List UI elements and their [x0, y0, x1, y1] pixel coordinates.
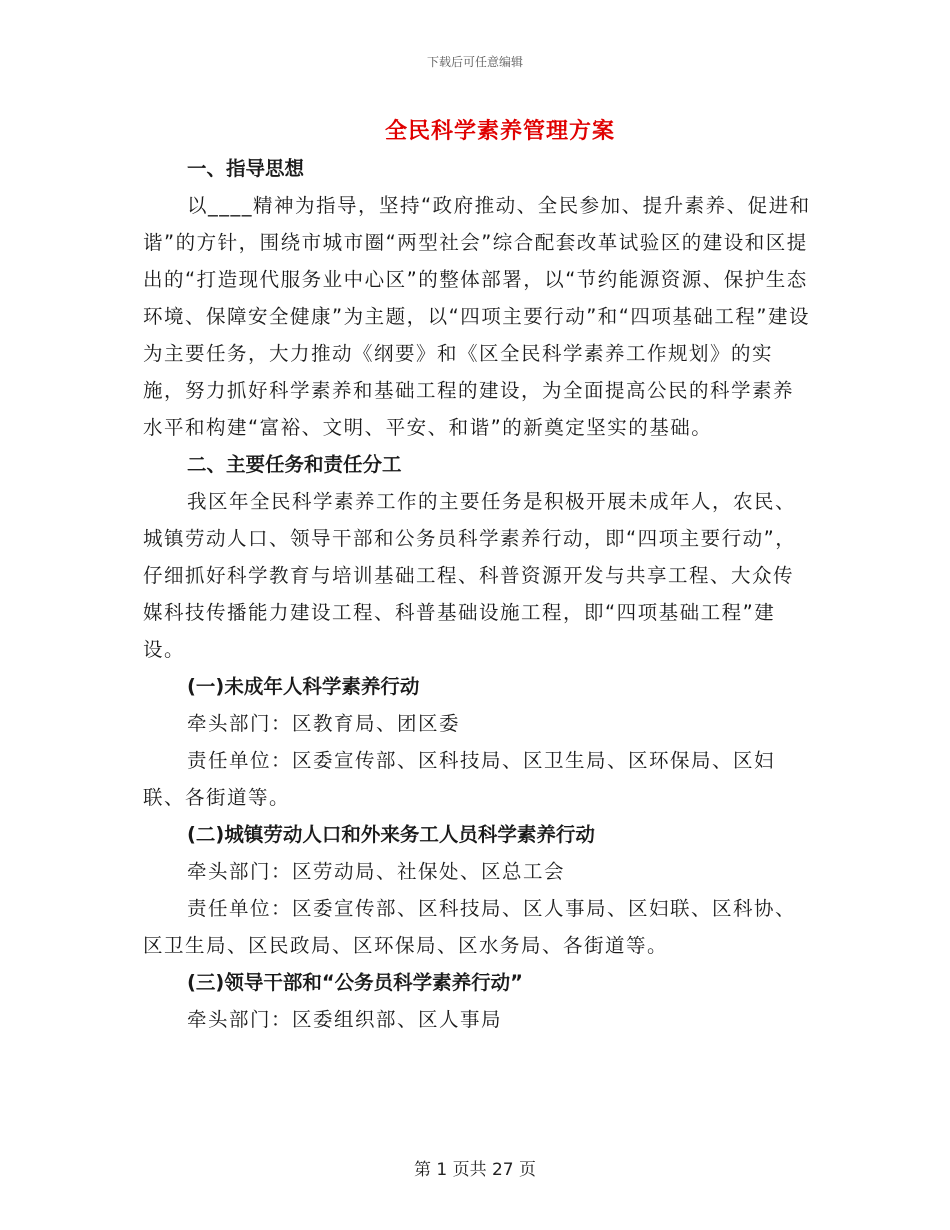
- lead-department-minors: 牵头部门：区教育局、团区委: [187, 712, 461, 735]
- paragraph-main-tasks: 我区年全民科学素养工作的主要任务是积极开展未成年人，农民、城镇劳动人口、领导干部和公务员科学素养行动，即“四项主要行动”，仔细抓好科学教育与培训基础工程、科普资源开发与共享工程、大众传媒科技传播能力建设工程、科普基础设施工程，即“四项基础工程”建设。: [143, 490, 797, 661]
- lead-department-officials: 牵头部门：区委组织部、区人事局: [187, 1008, 503, 1031]
- subsection-heading-minors: (一)未成年人科学素养行动: [187, 675, 420, 698]
- document-body: [143, 150, 813, 1038]
- subsection-heading-officials: (三)领导干部和“公务员科学素养行动”: [187, 971, 523, 994]
- document-title: 全民科学素养管理方案: [384, 119, 615, 144]
- subsection-heading-urban-labor: (二)城镇劳动人口和外来务工人员科学素养行动: [187, 823, 595, 846]
- section-heading-main-tasks: 二、主要任务和责任分工: [187, 453, 402, 476]
- section-heading-guiding-thought: 一、指导思想: [187, 157, 305, 180]
- responsible-units-urban-labor: 责任单位：区委宣传部、区科技局、区人事局、区妇联、区科协、区卫生局、区民政局、区环保局、区水务局、各街道等。: [143, 897, 797, 957]
- responsible-units-minors: 责任单位：区委宣传部、区科技局、区卫生局、区环保局、区妇联、各街道等。: [143, 749, 776, 809]
- page-header-note: 下载后可任意编辑: [426, 55, 523, 69]
- page-number: 第 1 页共 27 页: [413, 1160, 537, 1180]
- paragraph-guiding-thought: 以____精神为指导，坚持“政府推动、全民参加、提升素养、促进和谐”的方针，围绕市城市圈“两型社会”综合配套改革试验区的建设和区提出的“打造现代服务业中心区”的整体部署，以“节约能源资源、保护生态环境、保障安全健康”为主题，以“四项主要行动”和“四项基础工程”建设为主要任务，大力推动《纲要》和《区全民科学素养工作规划》的实施，努力抓好科学素养和基础工程的建设，为全面提高公民的科学素养水平和构建“富裕、文明、平安、和谐”的新奠定坚实的基础。: [143, 194, 811, 439]
- lead-department-urban-labor: 牵头部门：区劳动局、社保处、区总工会: [187, 860, 566, 883]
